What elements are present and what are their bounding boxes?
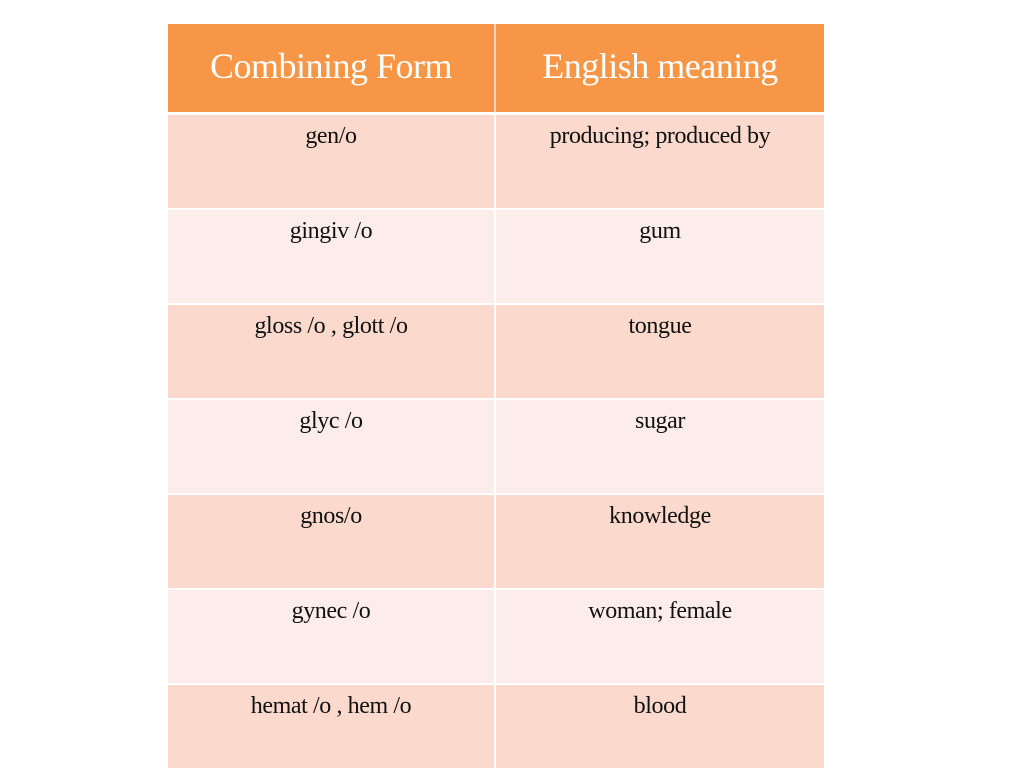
meaning-cell: sugar [495, 399, 824, 494]
meaning-cell: tongue [495, 304, 824, 399]
combining-form-cell: glyc /o [168, 399, 495, 494]
combining-form-cell: hemat /o , hem /o [168, 684, 495, 768]
header-english-meaning: English meaning [495, 24, 824, 114]
table-row [168, 589, 824, 684]
combining-form-cell: gnos/o [168, 494, 495, 589]
combining-form-cell: gingiv /o [168, 209, 495, 304]
table-row [168, 209, 824, 304]
table-row [168, 114, 824, 210]
meaning-cell: producing; produced by [495, 114, 824, 210]
combining-form-cell: gen/o [168, 114, 495, 210]
combining-form-cell: gloss /o , glott /o [168, 304, 495, 399]
table-row [168, 399, 824, 494]
combining-forms-table [168, 24, 824, 768]
table-row [168, 684, 824, 768]
meaning-cell: knowledge [495, 494, 824, 589]
header-combining-form: Combining Form [168, 24, 495, 114]
meaning-cell: blood [495, 684, 824, 768]
table-row [168, 494, 824, 589]
meaning-cell: woman; female [495, 589, 824, 684]
meaning-cell: gum [495, 209, 824, 304]
table-row [168, 304, 824, 399]
combining-form-cell: gynec /o [168, 589, 495, 684]
table-header-row [168, 24, 824, 114]
